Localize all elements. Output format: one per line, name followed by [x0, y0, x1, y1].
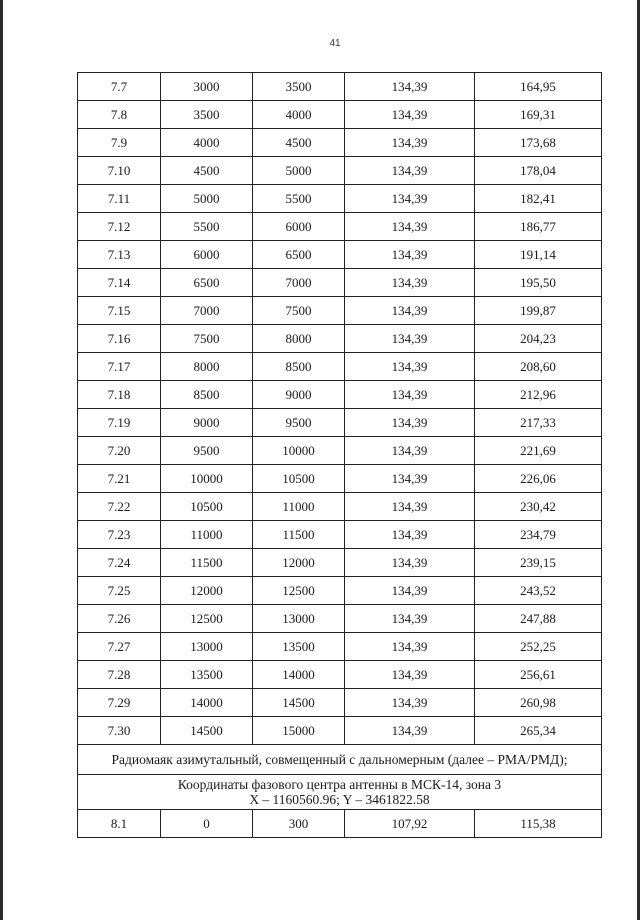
table-row [78, 661, 602, 689]
table-cell: 8.1 [78, 810, 161, 838]
table-cell: 164,95 [475, 73, 602, 101]
table-cell: 107,92 [345, 810, 475, 838]
table-cell: 7.12 [78, 213, 161, 241]
coordinates-line-2: X – 1160560.96; Y – 3461822.58 [249, 792, 430, 807]
table-cell: 212,96 [475, 381, 602, 409]
table-cell: 11500 [161, 549, 253, 577]
table-cell: 5500 [253, 185, 345, 213]
table-cell: 226,06 [475, 465, 602, 493]
table-cell: 7.17 [78, 353, 161, 381]
table-cell: 199,87 [475, 297, 602, 325]
table-cell: 4500 [161, 157, 253, 185]
table-body [78, 73, 602, 838]
table-cell: 7.8 [78, 101, 161, 129]
table-cell: 7000 [161, 297, 253, 325]
table-cell: 134,39 [345, 185, 475, 213]
coordinates-row [78, 775, 602, 810]
table-cell: 7.22 [78, 493, 161, 521]
table-cell: 9500 [161, 437, 253, 465]
table-cell: 134,39 [345, 633, 475, 661]
table-cell: 134,39 [345, 605, 475, 633]
table-cell: 10000 [161, 465, 253, 493]
data-table [77, 72, 602, 838]
table-row [78, 381, 602, 409]
table-row [78, 185, 602, 213]
table-cell: 260,98 [475, 689, 602, 717]
coordinates-cell [78, 775, 602, 810]
table-cell: 134,39 [345, 213, 475, 241]
table-cell: 12000 [253, 549, 345, 577]
table-row [78, 521, 602, 549]
table-cell: 14500 [253, 689, 345, 717]
table-cell: 5000 [161, 185, 253, 213]
table-cell: 217,33 [475, 409, 602, 437]
page-number: 41 [329, 38, 341, 49]
table-row [78, 297, 602, 325]
table-cell: 3000 [161, 73, 253, 101]
table-cell: 243,52 [475, 577, 602, 605]
table-cell: 134,39 [345, 577, 475, 605]
table-cell: 14000 [253, 661, 345, 689]
table-cell: 7.20 [78, 437, 161, 465]
table-cell: 7500 [161, 325, 253, 353]
table-cell: 10500 [161, 493, 253, 521]
table-cell: 7.24 [78, 549, 161, 577]
table-cell: 239,15 [475, 549, 602, 577]
table-cell: 191,14 [475, 241, 602, 269]
table-cell: 7.10 [78, 157, 161, 185]
table-row [78, 73, 602, 101]
table-cell: 134,39 [345, 129, 475, 157]
table-cell: 134,39 [345, 353, 475, 381]
table-cell: 234,79 [475, 521, 602, 549]
table-cell: 186,77 [475, 213, 602, 241]
table-cell: 7.27 [78, 633, 161, 661]
table-cell: 230,42 [475, 493, 602, 521]
table-cell: 221,69 [475, 437, 602, 465]
table-row [78, 437, 602, 465]
table-row [78, 241, 602, 269]
table-cell: 115,38 [475, 810, 602, 838]
table-cell: 134,39 [345, 157, 475, 185]
table-cell: 11500 [253, 521, 345, 549]
table-cell: 247,88 [475, 605, 602, 633]
table-cell: 7.28 [78, 661, 161, 689]
table-cell: 134,39 [345, 689, 475, 717]
table-row [78, 577, 602, 605]
table-cell: 7.16 [78, 325, 161, 353]
table-cell: 7.18 [78, 381, 161, 409]
table-row [78, 269, 602, 297]
table-cell: 13500 [161, 661, 253, 689]
table-row [78, 325, 602, 353]
table-cell: 13000 [253, 605, 345, 633]
table-cell: 7.19 [78, 409, 161, 437]
table-cell: 10500 [253, 465, 345, 493]
table-cell: 134,39 [345, 381, 475, 409]
table-row [78, 810, 602, 838]
table-cell: 14000 [161, 689, 253, 717]
table-cell: 256,61 [475, 661, 602, 689]
table-cell: 182,41 [475, 185, 602, 213]
table-cell: 134,39 [345, 325, 475, 353]
table-cell: 134,39 [345, 493, 475, 521]
table-cell: 134,39 [345, 521, 475, 549]
table-cell: 134,39 [345, 241, 475, 269]
section-title-row [78, 745, 602, 775]
table-cell: 14500 [161, 717, 253, 745]
table-cell: 265,34 [475, 717, 602, 745]
table-cell: 10000 [253, 437, 345, 465]
table-cell: 204,23 [475, 325, 602, 353]
table-cell: 13000 [161, 633, 253, 661]
table-cell: 7.26 [78, 605, 161, 633]
table-row [78, 353, 602, 381]
table-cell: 7.9 [78, 129, 161, 157]
table-cell: 3500 [161, 101, 253, 129]
table-cell: 6500 [253, 241, 345, 269]
table-cell: 173,68 [475, 129, 602, 157]
table-cell: 15000 [253, 717, 345, 745]
table-row [78, 633, 602, 661]
table-cell: 7000 [253, 269, 345, 297]
table-cell: 134,39 [345, 549, 475, 577]
table-cell: 7500 [253, 297, 345, 325]
table-cell: 9500 [253, 409, 345, 437]
table-cell: 7.15 [78, 297, 161, 325]
table-cell: 7.29 [78, 689, 161, 717]
table-cell: 5000 [253, 157, 345, 185]
coordinates-line-1: Координаты фазового центра антенны в МСК-14, зона 3 [177, 777, 502, 792]
table-row [78, 157, 602, 185]
table-cell: 178,04 [475, 157, 602, 185]
table-cell: 12500 [161, 605, 253, 633]
table-cell: 13500 [253, 633, 345, 661]
table-cell: 9000 [253, 381, 345, 409]
table-cell: 134,39 [345, 465, 475, 493]
table-cell: 252,25 [475, 633, 602, 661]
table-cell: 7.21 [78, 465, 161, 493]
table-cell: 134,39 [345, 409, 475, 437]
table-row [78, 605, 602, 633]
table-cell: 8500 [253, 353, 345, 381]
table-row [78, 465, 602, 493]
table-cell: 4500 [253, 129, 345, 157]
table-cell: 208,60 [475, 353, 602, 381]
table-cell: 134,39 [345, 269, 475, 297]
table-cell: 134,39 [345, 661, 475, 689]
table-cell: 11000 [253, 493, 345, 521]
table-row [78, 213, 602, 241]
table-cell: 134,39 [345, 101, 475, 129]
table-cell: 7.30 [78, 717, 161, 745]
table-row [78, 493, 602, 521]
table-cell: 134,39 [345, 297, 475, 325]
table-row [78, 717, 602, 745]
table-cell: 11000 [161, 521, 253, 549]
table-cell: 8000 [161, 353, 253, 381]
table-cell: 5500 [161, 213, 253, 241]
table-cell: 134,39 [345, 717, 475, 745]
table-cell: 195,50 [475, 269, 602, 297]
table-cell: 300 [253, 810, 345, 838]
table-cell: 12000 [161, 577, 253, 605]
table-row [78, 409, 602, 437]
table-cell: 134,39 [345, 73, 475, 101]
table-row [78, 101, 602, 129]
table-cell: 0 [161, 810, 253, 838]
table-row [78, 689, 602, 717]
scan-left-edge [0, 0, 3, 920]
table-row [78, 549, 602, 577]
table-cell: 7.13 [78, 241, 161, 269]
section-title: Радиомаяк азимутальный, совмещенный с дальномерным (далее – РМА/РМД); [78, 745, 602, 775]
table-cell: 7.11 [78, 185, 161, 213]
table-cell: 8000 [253, 325, 345, 353]
table-cell: 169,31 [475, 101, 602, 129]
table-cell: 134,39 [345, 437, 475, 465]
table-cell: 9000 [161, 409, 253, 437]
table-cell: 8500 [161, 381, 253, 409]
table-cell: 7.23 [78, 521, 161, 549]
table-cell: 7.25 [78, 577, 161, 605]
table-cell: 6500 [161, 269, 253, 297]
table-row [78, 129, 602, 157]
table-cell: 4000 [253, 101, 345, 129]
table-cell: 7.14 [78, 269, 161, 297]
table-cell: 7.7 [78, 73, 161, 101]
table-cell: 12500 [253, 577, 345, 605]
table-cell: 6000 [161, 241, 253, 269]
table-cell: 4000 [161, 129, 253, 157]
table-cell: 6000 [253, 213, 345, 241]
table-cell: 3500 [253, 73, 345, 101]
